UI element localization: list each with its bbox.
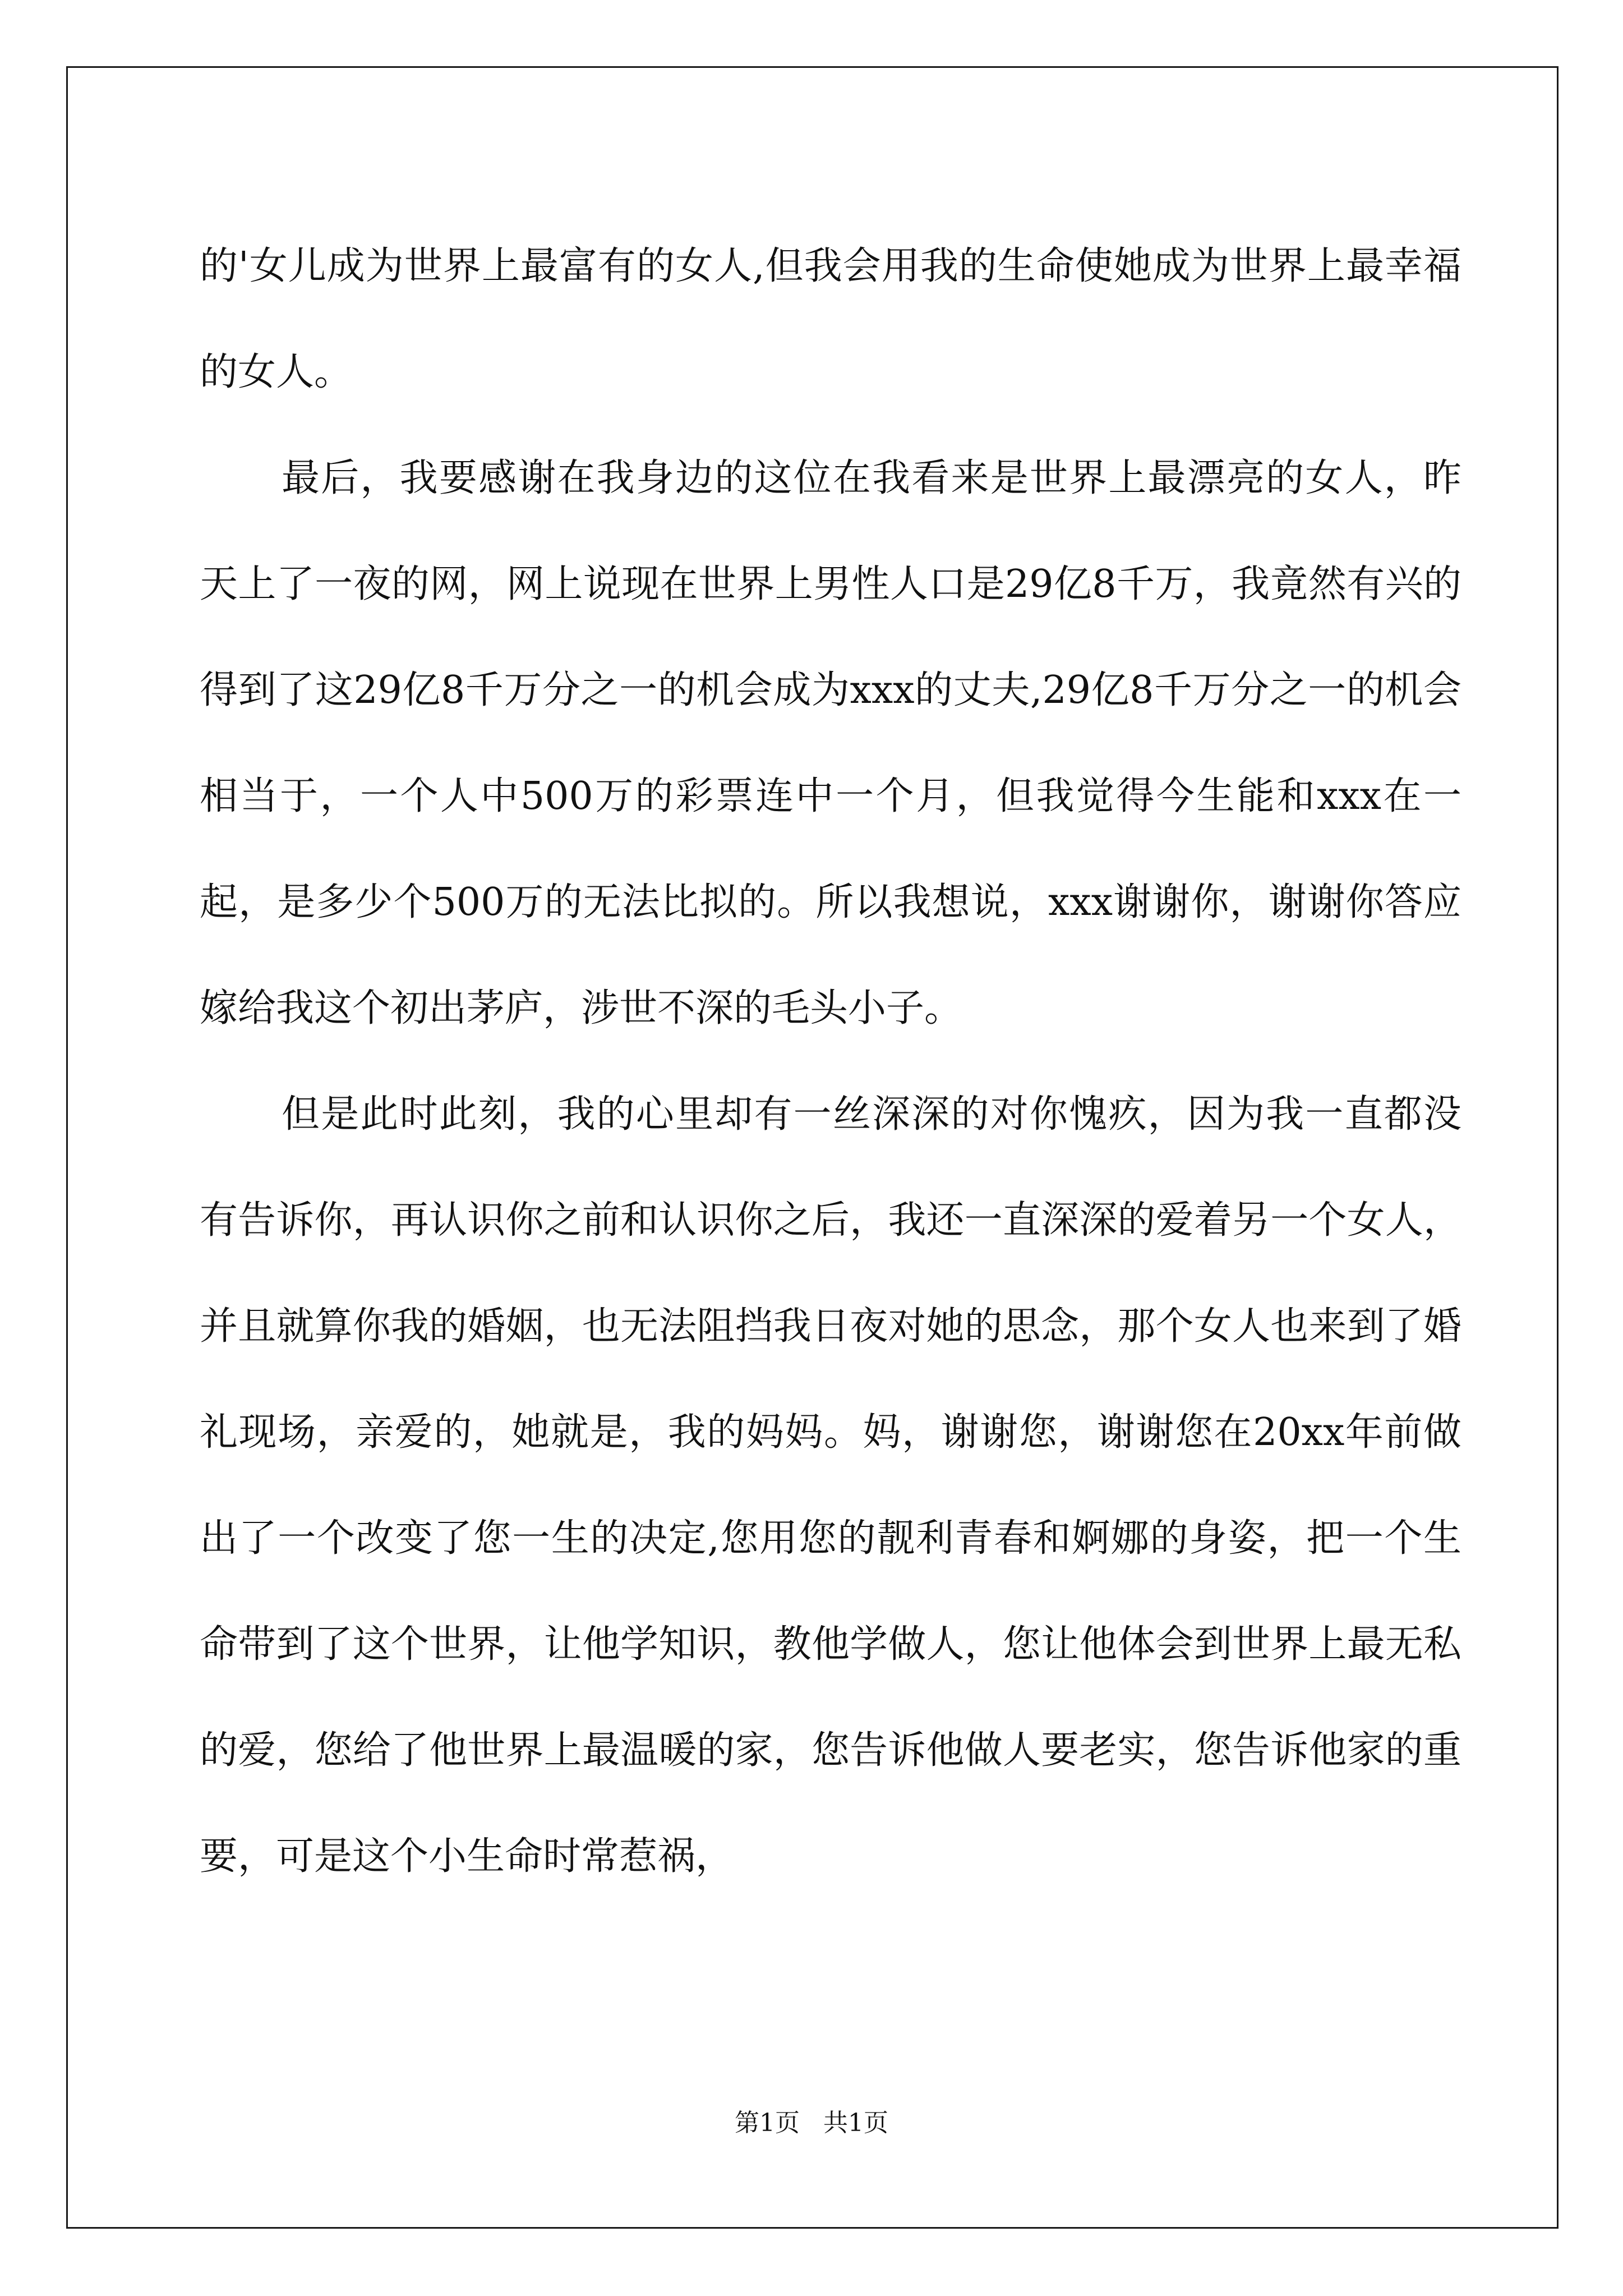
page-number-footer: 第1页 共1页 (735, 2109, 888, 2137)
paragraph-2: 最后，我要感谢在我身边的这位在我看来是世界上最漂亮的女人，昨天上了一夜的网，网上说现在世界上男性人口是29亿8千万，我竟然有兴的得到了这29亿8千万分之一的机会成为xxx的丈夫,29亿8千万分之一的机会相当于，一个人中500万的彩票连中一个月，但我觉得今生能和xxx在一起，是多少个500万的无法比拟的。所以我想说，xxx谢谢你，谢谢你答应嫁给我这个初出茅庐，涉世不深的毛头小子。 (200, 456, 1461, 1030)
paragraph-1: 的'女儿成为世界上最富有的女人,但我会用我的生命使她成为世界上最幸福的女人。 (200, 244, 1461, 394)
document-body (200, 213, 1461, 1910)
paragraph-3: 但是此时此刻，我的心里却有一丝深深的对你愧疚，因为我一直都没有告诉你，再认识你之前和认识你之后，我还一直深深的爱着另一个女人，并且就算你我的婚姻，也无法阻挡我日夜对她的思念，那个女人也来到了婚礼现场，亲爱的，她就是，我的妈妈。妈，谢谢您，谢谢您在20xx年前做出了一个改变了您一生的决定,您用您的靓利青春和婀娜的身姿，把一个生命带到了这个世界，让他学知识，教他学做人，您让他体会到世界上最无私的爱，您给了他世界上最温暖的家，您告诉他做人要老实，您告诉他家的重要，可是这个小生命时常惹祸， (200, 1092, 1461, 1879)
